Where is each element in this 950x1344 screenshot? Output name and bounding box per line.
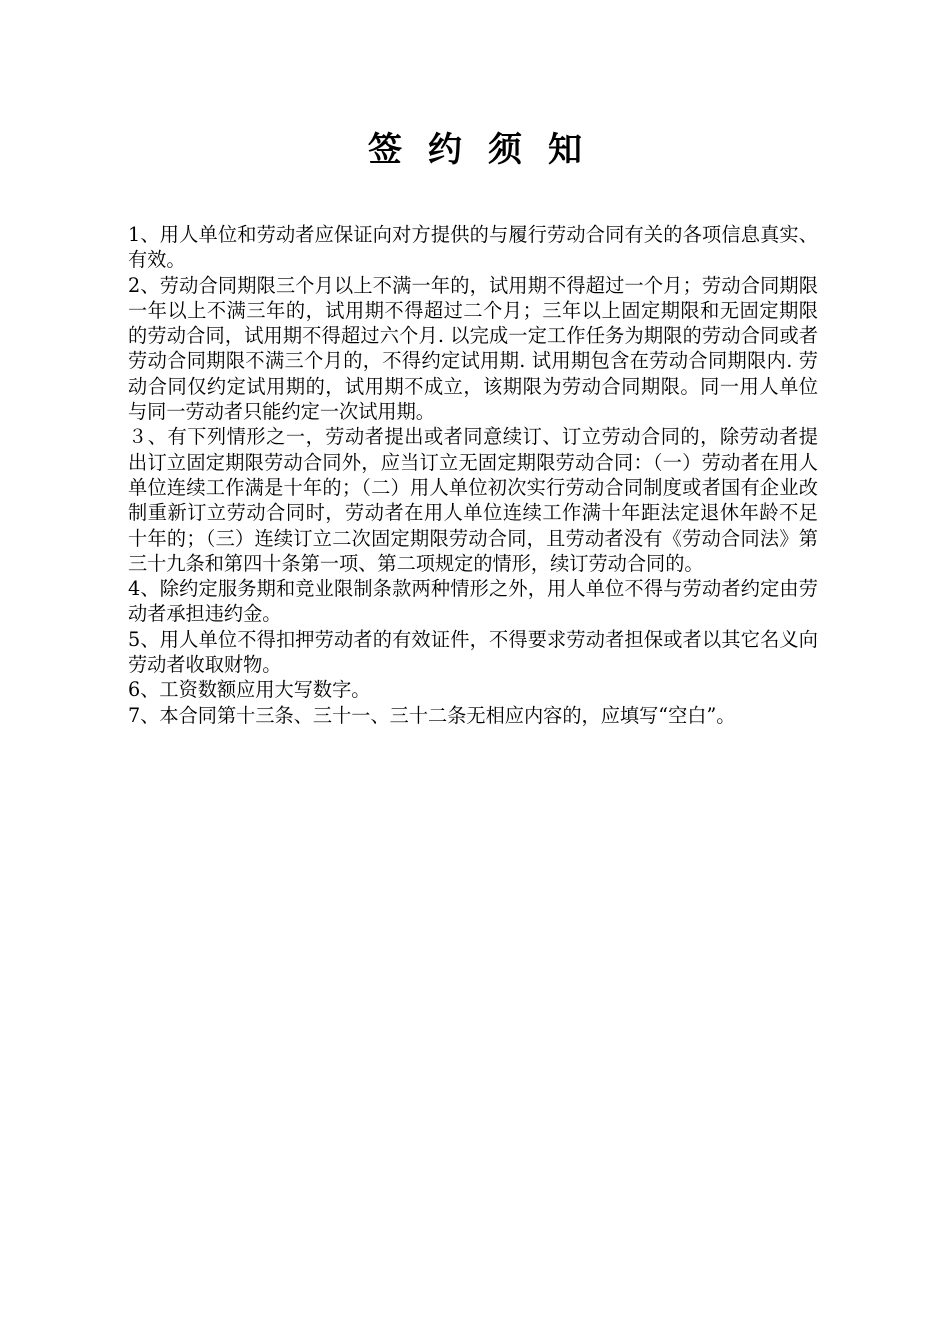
notice-item-6: 6、工资数额应用大写数字。 (128, 678, 371, 702)
page-title: 签约须知 (368, 130, 608, 170)
notice-item-1: 1、用人单位和劳动者应保证向对方提供的与履行劳动合同有关的各项信息真实、有效。 (128, 223, 818, 272)
notice-item-5: 5、用人单位不得扣押劳动者的有效证件，不得要求劳动者担保或者以其它名义向劳动者收取财物。 (128, 627, 818, 677)
notice-item-4: 4、除约定服务期和竞业限制条款两种情形之外，用人单位不得与劳动者约定由劳动者承担违约金。 (128, 577, 818, 626)
notice-list (128, 222, 818, 728)
notice-item-2: 2、劳动合同期限三个月以上不满一年的，试用期不得超过一个月；劳动合同期限一年以上不满三年的，试用期不得超过二个月；三年以上固定期限和无固定期限的劳动合同，试用期不得超过六个月. 以完成一定工作任务为期限的劳动合同或者劳动合同期限不满三个月的，不得约定试用期. 试用期包含在劳动合同期限内. 劳动合同仅约定试用期的，试用期不成立，该期限为劳动合同期限。同一用人单位与同一劳动者只能约定一次试用期。 (128, 273, 818, 424)
notice-item-7: 7、本合同第十三条、三十一、三十二条无相应内容的，应填写“空白”。 (128, 703, 736, 727)
notice-item-3: ３、有下列情形之一，劳动者提出或者同意续订、订立劳动合同的，除劳动者提出订立固定期限劳动合同外，应当订立无固定期限劳动合同：（一）劳动者在用人单位连续工作满是十年的；（二）用人单位初次实行劳动合同制度或者国有企业改制重新订立劳动合同时，劳动者在用人单位连续工作满十年距法定退休年龄不足十年的；（三）连续订立二次固定期限劳动合同，且劳动者没有《劳动合同法》第三十九条和第四十条第一项、第二项规定的情形，续订劳动合同的。 (128, 425, 818, 575)
